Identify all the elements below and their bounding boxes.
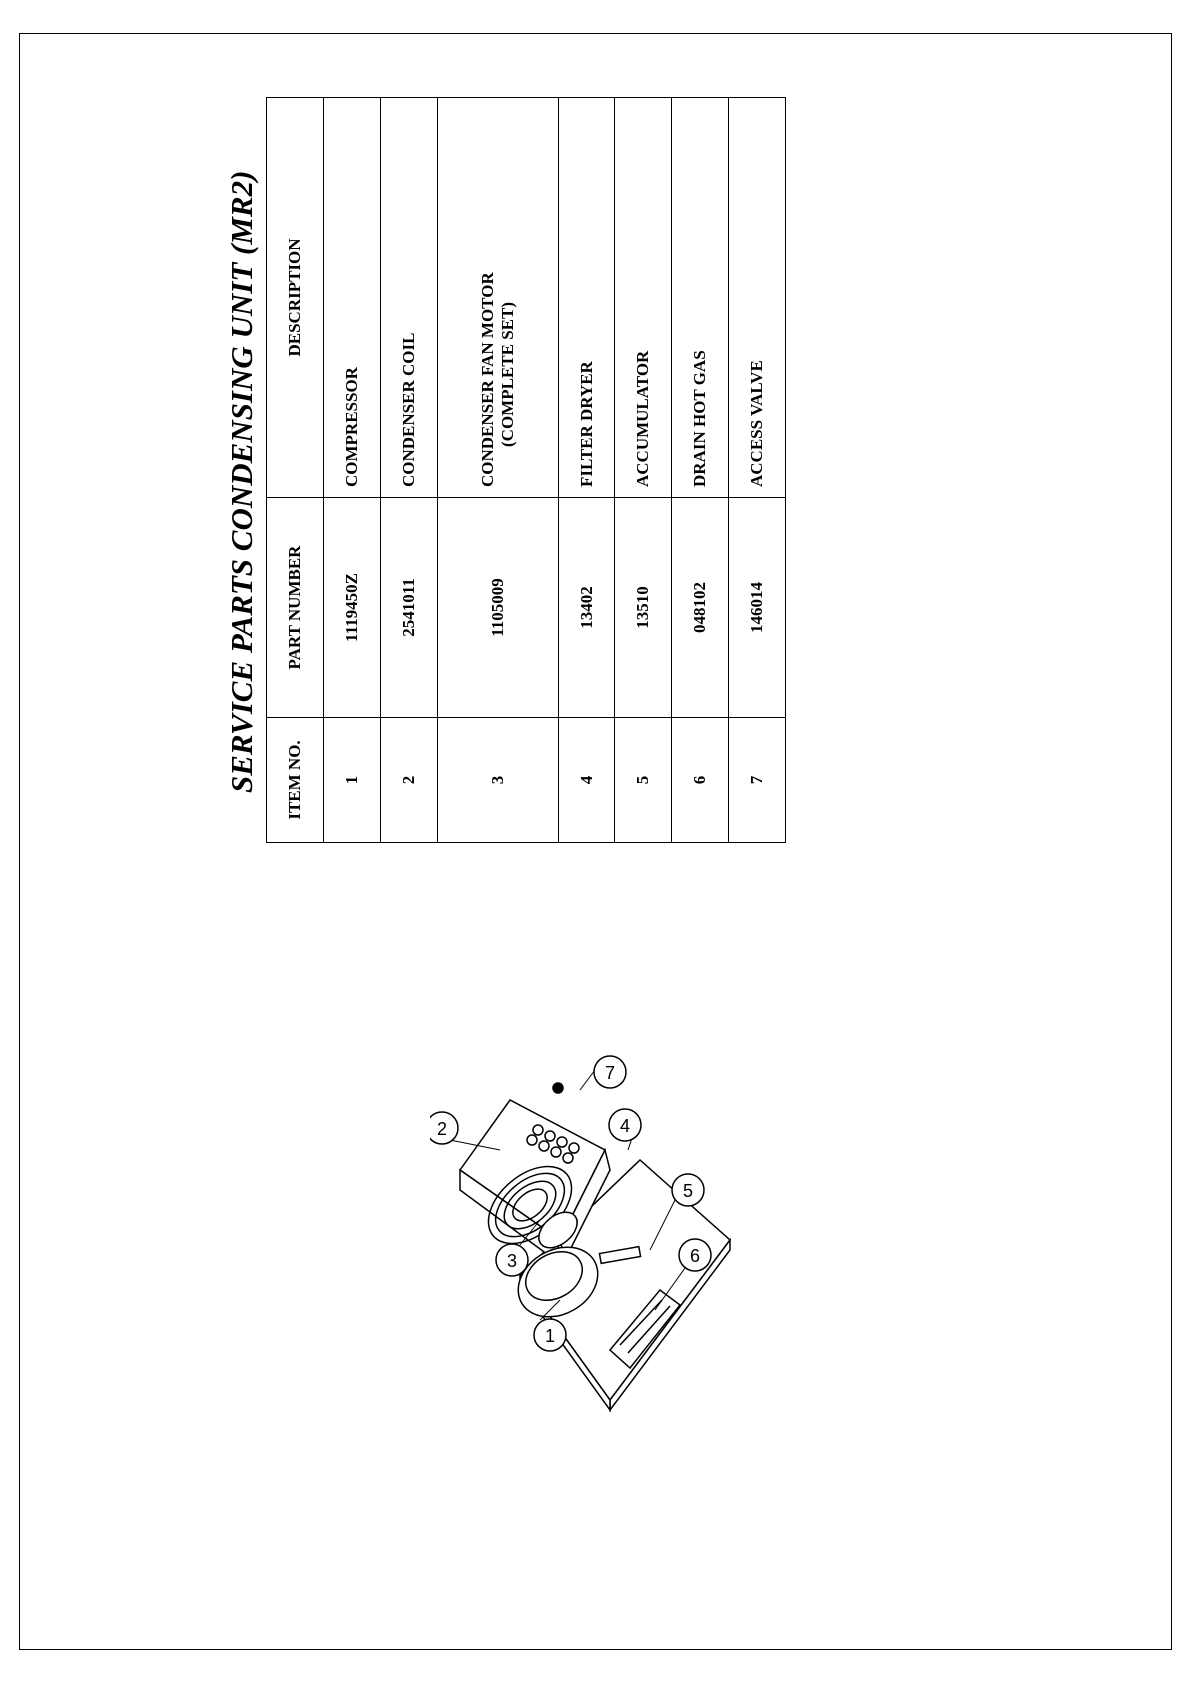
page-title: SERVICE PARTS CONDENSING UNIT (MR2) <box>224 170 259 793</box>
header-description: DESCRIPTION <box>267 98 324 498</box>
callout-5 <box>672 1174 704 1206</box>
description: ACCUMULATOR <box>615 98 672 498</box>
table-row <box>558 98 615 843</box>
callout-7 <box>594 1056 626 1088</box>
svg-text:1: 1 <box>544 1326 556 1346</box>
table-row <box>380 98 437 843</box>
part-number: 13402 <box>558 498 615 718</box>
part-number: 048102 <box>672 498 729 718</box>
parts-table <box>266 98 786 843</box>
part-number: 146014 <box>729 498 786 718</box>
item-no: 4 <box>558 718 615 843</box>
callout-2 <box>430 1112 458 1144</box>
filter-dryer <box>553 1083 563 1093</box>
header-part-number: PART NUMBER <box>267 498 324 718</box>
part-number: 1119450Z <box>323 498 380 718</box>
condensing-unit-diagram <box>430 1050 790 1450</box>
part-number: 13510 <box>615 498 672 718</box>
description: CONDENSER COIL <box>380 98 437 498</box>
table-header-row <box>267 98 324 843</box>
table-row <box>729 98 786 843</box>
table-row <box>672 98 729 843</box>
svg-text:3: 3 <box>506 1251 518 1271</box>
svg-text:2: 2 <box>436 1119 448 1139</box>
description: FILTER DRYER <box>558 98 615 498</box>
table-row <box>437 98 558 843</box>
svg-text:4: 4 <box>619 1116 631 1136</box>
item-no: 7 <box>729 718 786 843</box>
item-no: 6 <box>672 718 729 843</box>
callout-4 <box>609 1109 641 1141</box>
description: ACCESS VALVE <box>729 98 786 498</box>
description: DRAIN HOT GAS <box>672 98 729 498</box>
part-number: 1105009 <box>437 498 558 718</box>
description <box>437 98 558 498</box>
item-no: 2 <box>380 718 437 843</box>
svg-text:6: 6 <box>689 1246 701 1266</box>
item-no: 3 <box>437 718 558 843</box>
item-no: 5 <box>615 718 672 843</box>
svg-text:5: 5 <box>682 1181 694 1201</box>
table-row <box>615 98 672 843</box>
description-line-2: (COMPLETE SET) <box>497 302 517 447</box>
description-line-1: CONDENSER FAN MOTOR <box>477 272 497 487</box>
callout-1 <box>534 1319 566 1351</box>
svg-text:7: 7 <box>604 1063 616 1083</box>
header-item-no: ITEM NO. <box>267 718 324 843</box>
callout-3 <box>496 1244 528 1276</box>
description: COMPRESSOR <box>323 98 380 498</box>
item-no: 1 <box>323 718 380 843</box>
callout-6 <box>679 1239 711 1271</box>
part-number: 2541011 <box>380 498 437 718</box>
table-row <box>323 98 380 843</box>
